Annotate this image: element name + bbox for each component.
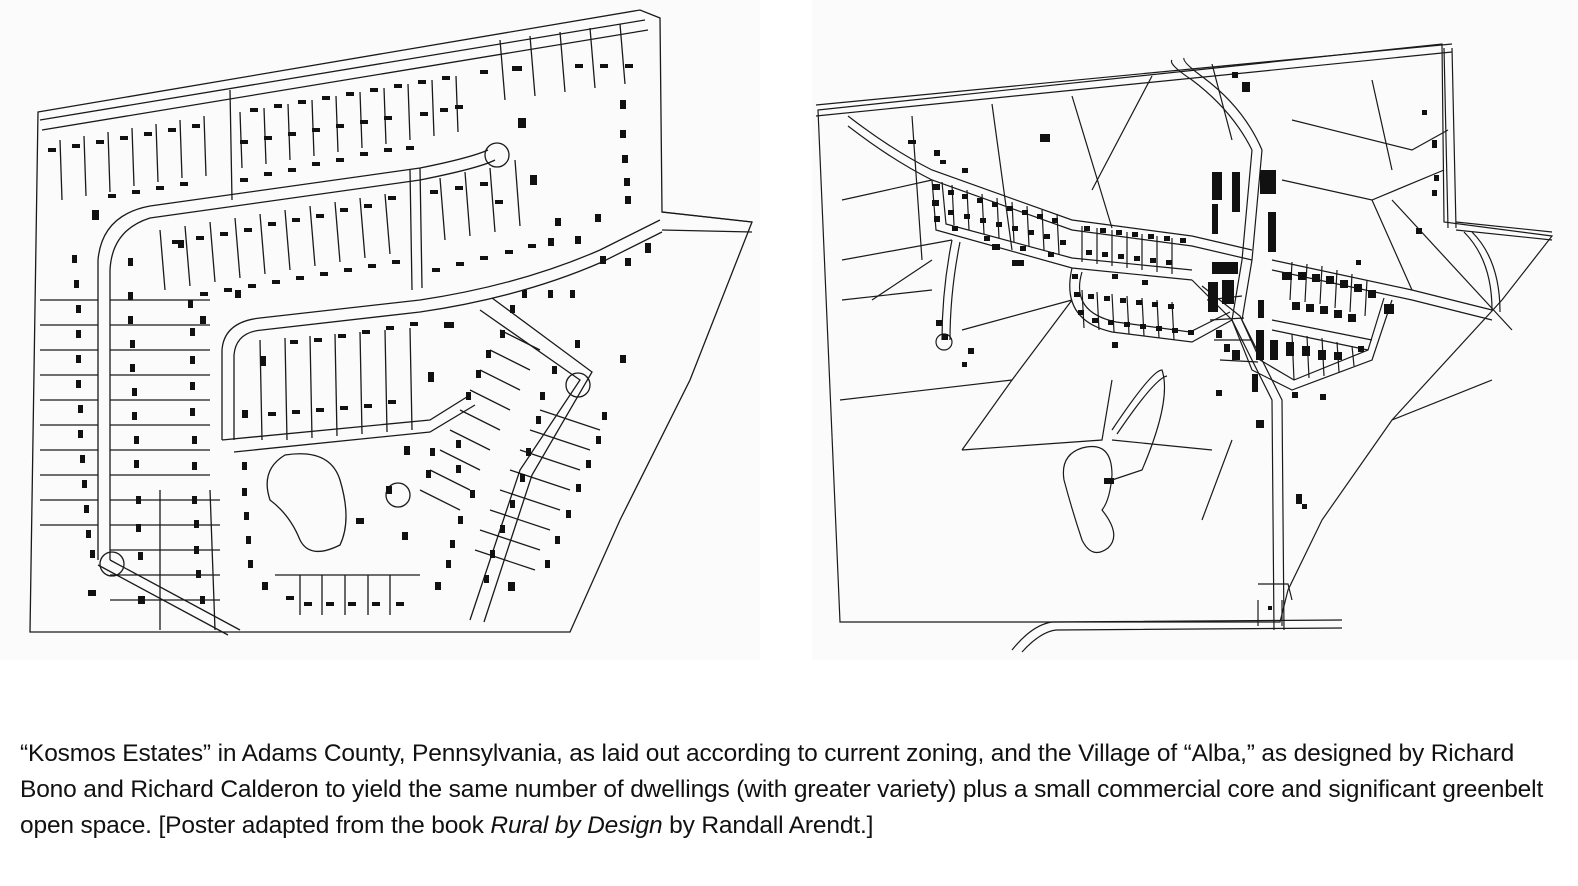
village-of-alba-plan — [812, 0, 1578, 660]
top-road — [816, 44, 1452, 105]
village-of-alba-drawing — [812, 0, 1578, 660]
pond — [1063, 447, 1113, 553]
caption-line-2: Bono and Richard Calderon to yield the same number of dwellings (with greater variety) plus a small commercial core and significant greenbelt — [20, 776, 1544, 803]
caption-line-1: “Kosmos Estates” in Adams County, Pennsylvania, as laid out according to current zoning, and the Village of “Alba,” as designed by Richard — [20, 740, 1515, 767]
kosmos-estates-drawing — [0, 0, 760, 660]
caption-line-3 — [20, 808, 1560, 844]
caption-line-3-end: by Randall Arendt.] — [662, 812, 874, 839]
pond — [267, 454, 346, 552]
central-road — [222, 220, 660, 440]
alba-buildings — [908, 72, 1439, 610]
figure-caption — [20, 736, 1560, 844]
kosmos-estates-plan — [0, 0, 760, 660]
site-boundary — [818, 44, 1552, 622]
caption-line-3-start: open space. [Poster adapted from the book — [20, 812, 491, 839]
kosmos-houses — [48, 64, 651, 606]
top-road — [40, 20, 645, 120]
book-title: Rural by Design — [490, 812, 663, 839]
